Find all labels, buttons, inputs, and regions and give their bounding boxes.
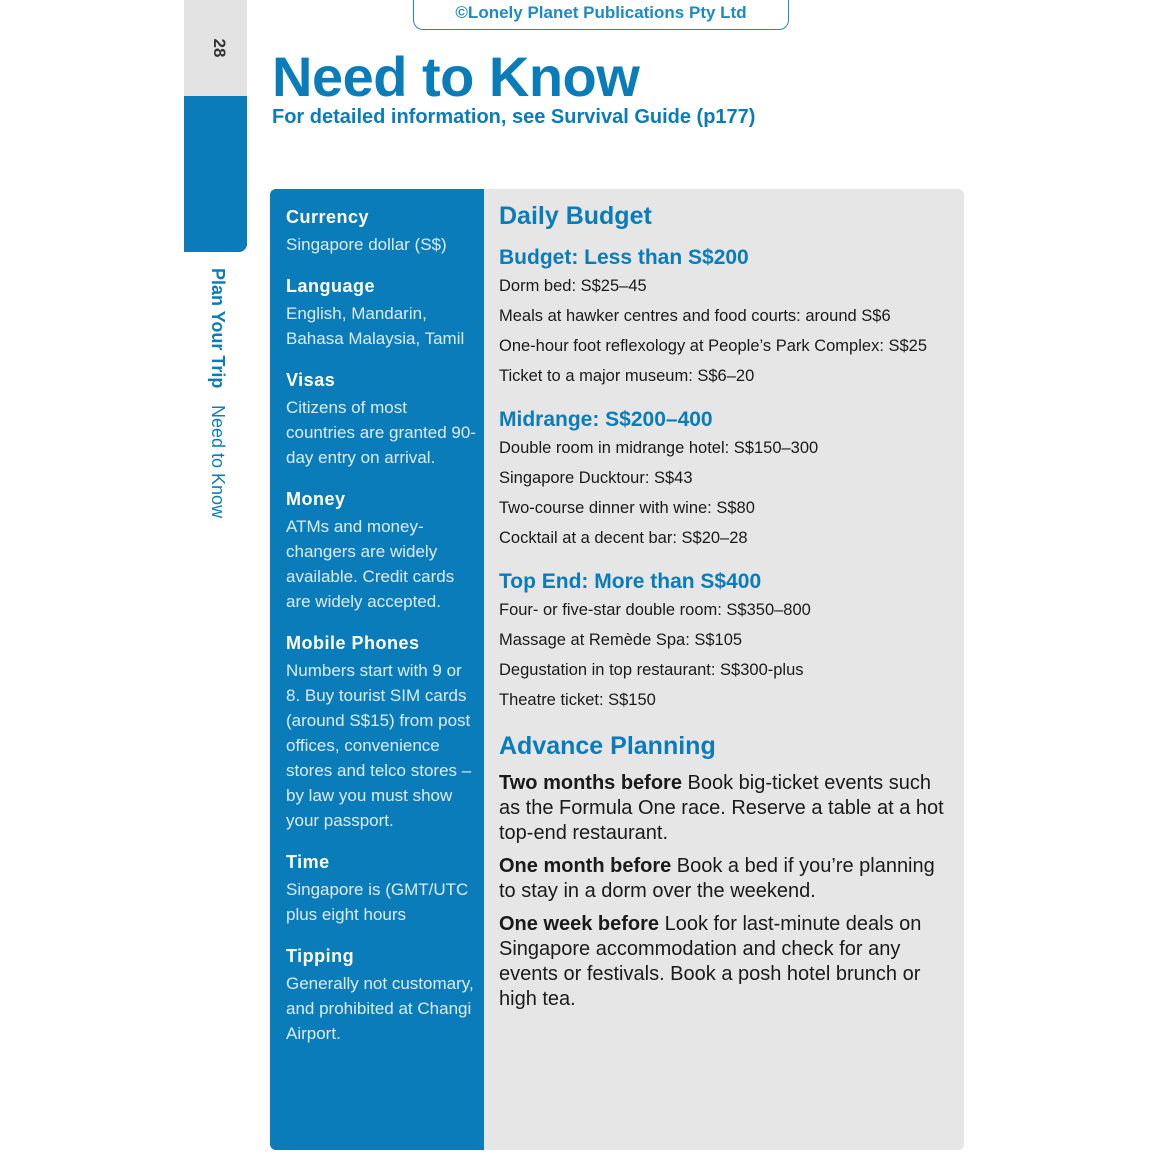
budget-item: Four- or five-star double room: S$350–800: [499, 601, 811, 619]
plan-label: Two months before: [499, 772, 682, 794]
plan-label: One week before: [499, 913, 660, 935]
fact-mobile-phones: [286, 633, 484, 833]
page-title: Need to Know: [272, 45, 640, 108]
fact-money: [286, 489, 484, 614]
tier-title: Top End: More than S$400: [499, 570, 762, 593]
budget-tier-midrange: [499, 407, 949, 553]
budget-item: Ticket to a major museum: S$6–20: [499, 367, 755, 385]
copyright-notice: ©Lonely Planet Publications Pty Ltd: [413, 0, 789, 30]
section-tab: [184, 96, 247, 252]
fact-text: Generally not customary, and prohibited at Changi Airport.: [286, 974, 474, 1043]
subsection-label: Need to Know: [208, 405, 228, 519]
budget-item: Massage at Remède Spa: S$105: [499, 631, 743, 649]
fact-label: Mobile Phones: [286, 633, 420, 653]
fact-label: Tipping: [286, 946, 355, 966]
fact-text: ATMs and money-changers are widely available. Credit cards are widely accepted.: [286, 517, 455, 611]
budget-item: One-hour foot reflexology at People’s Park Complex: S$25: [499, 337, 928, 355]
fact-visas: [286, 370, 484, 470]
budget-item: Dorm bed: S$25–45: [499, 277, 647, 295]
fact-text: English, Mandarin, Bahasa Malaysia, Tamil: [286, 304, 465, 348]
fact-currency: [286, 207, 484, 257]
fact-label: Visas: [286, 370, 336, 390]
plan-item: [499, 771, 949, 846]
fact-label: Language: [286, 276, 376, 296]
fact-label: Time: [286, 852, 330, 872]
daily-budget-heading: Daily Budget: [499, 202, 652, 230]
fact-text: Numbers start with 9 or 8. Buy tourist SIM cards (around S$15) from post offices, convenience stores and telco stores – by law you must show your passport.: [286, 661, 472, 830]
plan-text: Book big-ticket events such as the Formula One race. Reserve a table at a hot top-end restaurant.: [499, 772, 944, 844]
fact-text: Citizens of most countries are granted 90-day entry on arrival.: [286, 398, 476, 467]
budget-tier-top-end: [499, 569, 949, 715]
budget-item: Meals at hawker centres and food courts: around S$6: [499, 307, 891, 325]
budget-item: Double room in midrange hotel: S$150–300: [499, 439, 819, 457]
plan-text: Book a bed if you’re planning to stay in a dorm over the weekend.: [499, 855, 935, 902]
fact-text: Singapore is (GMT/UTC plus eight hours: [286, 880, 469, 924]
plan-item: [499, 854, 949, 904]
facts-column: [270, 189, 484, 1150]
page-number: 28: [210, 38, 229, 58]
fact-tipping: [286, 946, 484, 1046]
budget-tier-budget: [499, 245, 949, 391]
plan-label: One month before: [499, 855, 672, 877]
fact-text: Singapore dollar (S$): [286, 235, 447, 254]
page-subtitle: For detailed information, see Survival Guide (p177): [272, 106, 756, 128]
fact-label: Money: [286, 489, 346, 509]
budget-item: Degustation in top restaurant: S$300-plus: [499, 661, 804, 679]
budget-item: Cocktail at a decent bar: S$20–28: [499, 529, 748, 547]
fact-time: [286, 852, 484, 927]
budget-column: [499, 201, 949, 1020]
section-label: Plan Your Trip: [208, 268, 228, 389]
fact-language: [286, 276, 484, 351]
plan-item: [499, 912, 949, 1012]
budget-item: Two-course dinner with wine: S$80: [499, 499, 755, 517]
tier-title: Midrange: S$200–400: [499, 408, 713, 431]
fact-label: Currency: [286, 207, 370, 227]
tier-title: Budget: Less than S$200: [499, 246, 749, 269]
info-panel: [270, 189, 964, 1150]
section-breadcrumb: [207, 268, 228, 518]
plan-text: Look for last-minute deals on Singapore accommodation and check for any events or festivals. Book a posh hotel brunch or high tea.: [499, 913, 922, 1010]
advance-planning-heading: Advance Planning: [499, 732, 716, 760]
budget-item: Theatre ticket: S$150: [499, 691, 656, 709]
budget-item: Singapore Ducktour: S$43: [499, 469, 693, 487]
